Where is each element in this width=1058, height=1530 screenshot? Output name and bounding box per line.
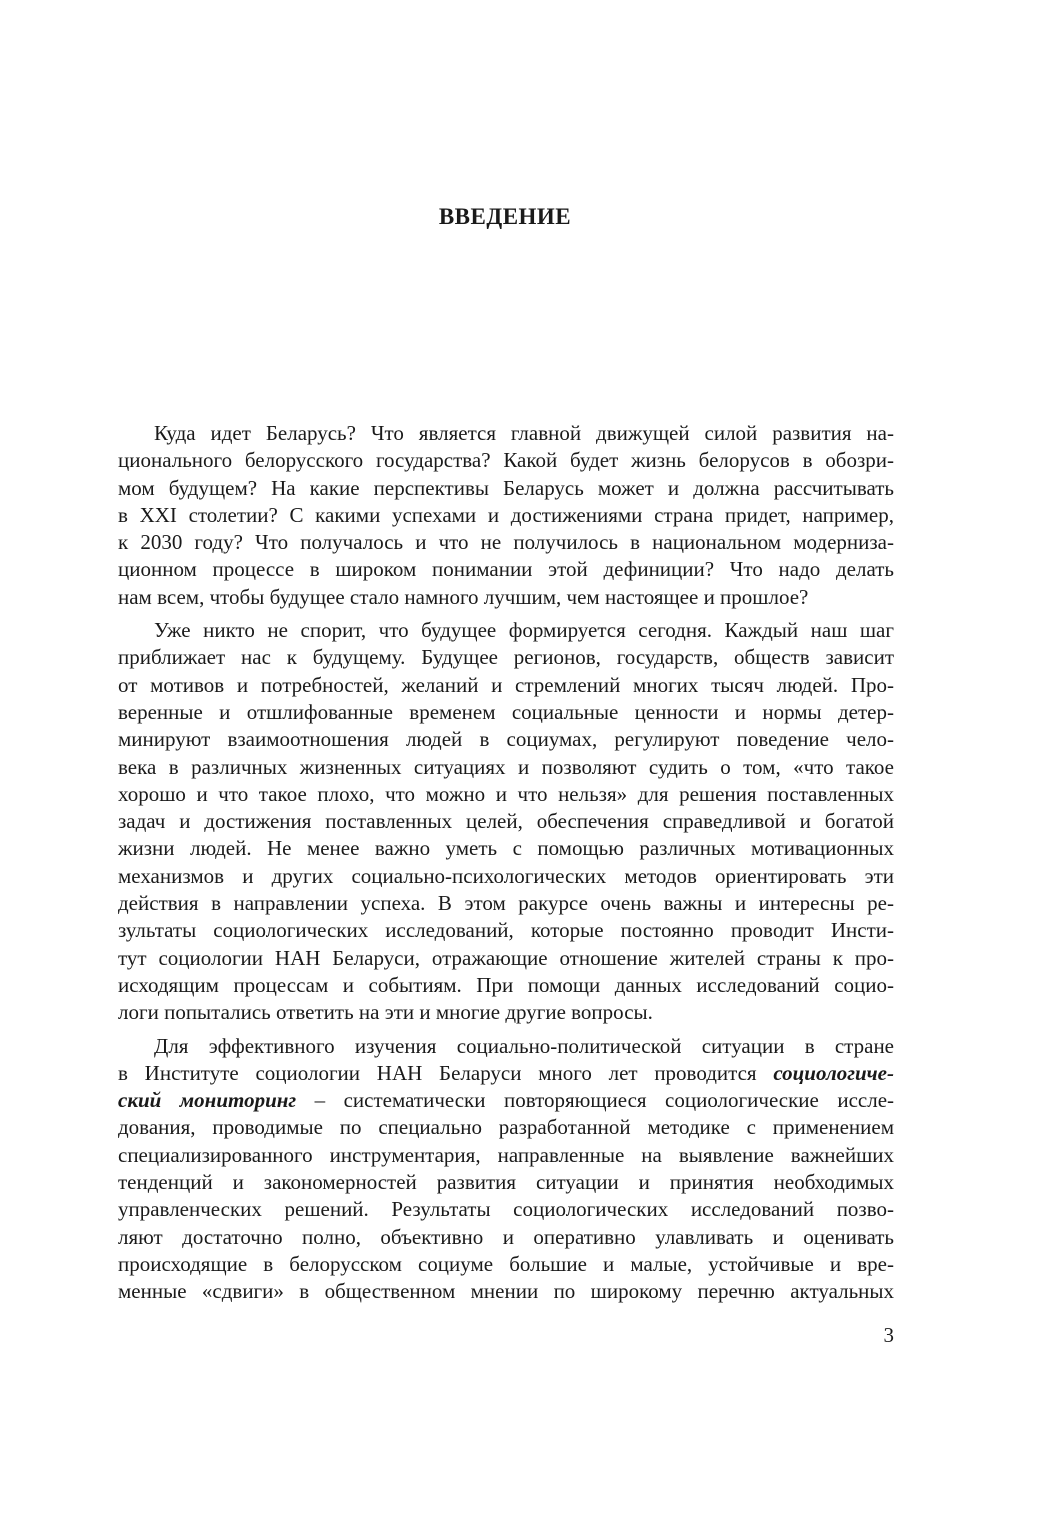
text-line: от мотивов и потребностей, желаний и стремлений многих тысяч людей. Про- [118,672,894,697]
text-line: дования, проводимые по специально разработанной методике с применением [118,1115,894,1140]
text-line: управленческих решений. Результаты социологических исследований позво- [118,1197,894,1222]
text-line [118,1060,894,1087]
text-line: веренные и отшлифованные временем социальные ценности и нормы детер- [118,699,894,724]
text-line: ционального белорусского государства? Какой будет жизнь белорусов в обозри- [118,448,894,473]
text-line: задач и достижения поставленных целей, обеспечения справедливой и богатой [118,809,894,834]
page-number: 3 [883,1323,894,1347]
text-line: хорошо и что такое плохо, что можно и что нельзя» для решения поставленных [118,781,894,806]
text-segment: в Институте социологии НАН Беларуси много лет проводится [118,1060,757,1085]
text-line: менные «сдвиги» в общественном мнении по широкому перечню актуальных [118,1279,894,1304]
emphasized-term: социологиче- [773,1060,894,1085]
text-line: действия в направлении успеха. В этом ракурсе очень важны и интересны ре- [118,891,894,916]
text-line: ционном процессе в широком понимании этой дефиниции? Что надо делать [118,557,894,582]
text-line: происходящие в белорусском социуме большие и малые, устойчивые и вре- [118,1251,894,1276]
text-line: мом будущем? На какие перспективы Беларусь может и должна рассчитывать [118,475,894,500]
text-line: века в различных жизненных ситуациях и позволяют судить о том, «что такое [118,754,894,779]
text-line: Для эффективного изучения социально-политической ситуации в стране [154,1033,894,1058]
text-line: тут социологии НАН Беларуси, отражающие отношение жителей страны к про- [118,945,894,970]
paragraph-1 [118,420,894,611]
text-line: Куда идет Беларусь? Что является главной движущей силой развития на- [154,421,894,445]
text-line [118,1087,894,1114]
paragraph-2 [118,617,894,1026]
text-line: нам всем, чтобы будущее стало намного лучшим, чем настоящее и прошлое? [118,584,809,609]
text-line: в XXI столетии? С какими успехами и достижениями страна придет, например, [118,502,894,527]
text-line: логи попытались ответить на эти и многие другие вопросы. [118,1000,653,1025]
emphasized-term: ский мониторинг [118,1088,297,1113]
text-line: жизни людей. Не менее важно уметь с помощью различных мотивационных [118,836,894,861]
text-line: к 2030 году? Что получалось и что не получилось в национальном модерниза- [118,530,894,555]
text-line: минируют взаимоотношения людей в социумах, регулируют поведение чело- [118,727,894,752]
text-line: зультаты социологических исследований, которые постоянно проводит Инсти- [118,918,894,943]
text-segment: – систематически повторяющиеся социологические иссле- [314,1088,895,1113]
text-line: механизмов и других социально-психологических методов ориентировать эти [118,863,894,888]
paragraph-3 [118,1033,894,1306]
text-line: Уже никто не спорит, что будущее формируется сегодня. Каждый наш шаг [154,618,894,643]
text-line: приближает нас к будущему. Будущее регионов, государств, обществ зависит [118,645,894,670]
text-line: специализированного инструментария, направленные на выявление важнейших [118,1142,894,1167]
text-line: ляют достаточно полно, объективно и оперативно улавливать и оценивать [118,1224,894,1249]
page-title: ВВЕДЕНИЕ [438,204,572,229]
text-line: исходящим процессам и событиям. При помощи данных исследований социо- [118,972,894,997]
text-line: тенденций и закономерностей развития ситуации и принятия необходимых [118,1170,894,1195]
body-text [118,420,894,1312]
